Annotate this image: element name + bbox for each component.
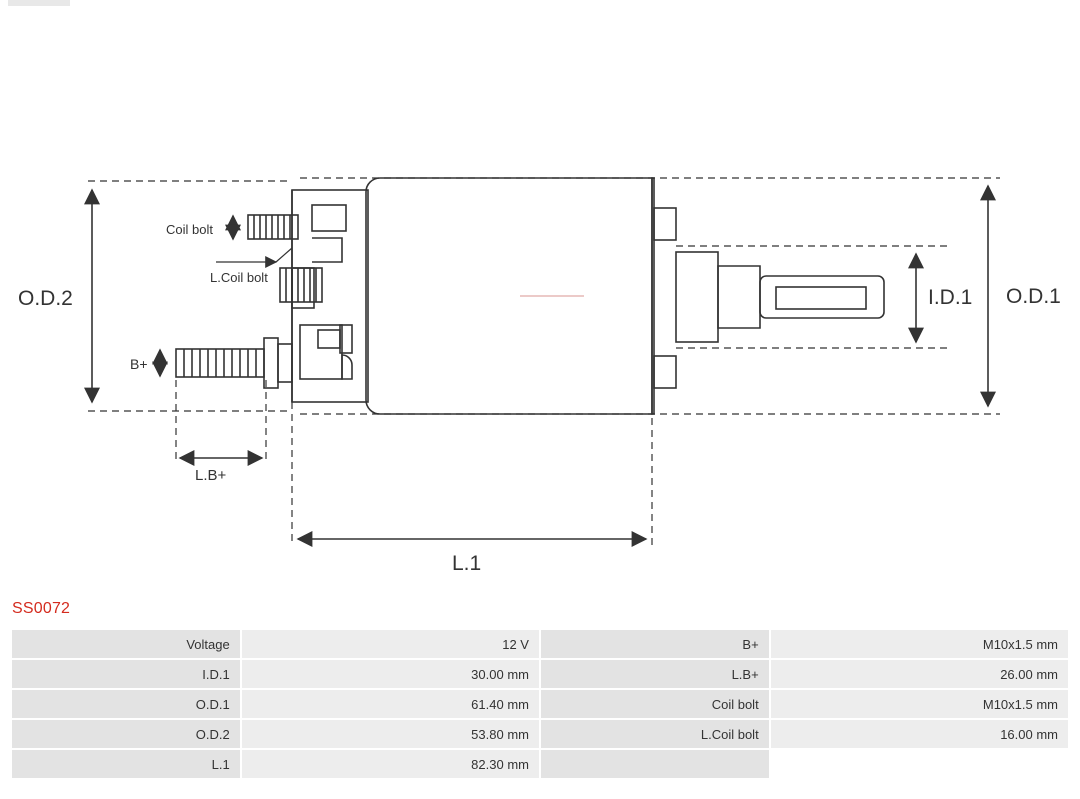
spec-label-od1: O.D.1 [12, 690, 240, 718]
table-row [12, 690, 1068, 718]
dimension-arrows [92, 186, 988, 539]
label-od2: O.D.2 [18, 287, 73, 310]
spec-value-voltage: 12 V [242, 630, 539, 658]
part-code: SS0072 [12, 600, 71, 617]
spec-label-od2: O.D.2 [12, 720, 240, 748]
table-row [12, 750, 1068, 778]
table-row [12, 630, 1068, 658]
spec-label-b-plus: B+ [541, 630, 769, 658]
spec-label-voltage: Voltage [12, 630, 240, 658]
spec-label-l-coil-bolt: L.Coil bolt [541, 720, 769, 748]
label-id1: I.D.1 [928, 286, 973, 309]
label-l-coil-bolt: L.Coil bolt [210, 270, 268, 285]
table-row [12, 720, 1068, 748]
spec-value-id1: 30.00 mm [242, 660, 539, 688]
spec-value-l-b-plus: 26.00 mm [771, 660, 1068, 688]
spec-label-l-b-plus: L.B+ [541, 660, 769, 688]
table-row [12, 660, 1068, 688]
spec-value-od2: 53.80 mm [242, 720, 539, 748]
spec-value-empty [771, 750, 1068, 778]
label-l1: L.1 [452, 552, 482, 575]
spec-label-empty [541, 750, 769, 778]
spec-label-id1: I.D.1 [12, 660, 240, 688]
label-coil-bolt: Coil bolt [166, 222, 213, 237]
label-od1: O.D.1 [1006, 285, 1061, 308]
spec-label-l1: L.1 [12, 750, 240, 778]
label-b-plus: B+ [130, 356, 148, 372]
spec-value-l-coil-bolt: 16.00 mm [771, 720, 1068, 748]
spec-value-l1: 82.30 mm [242, 750, 539, 778]
spec-label-coil-bolt: Coil bolt [541, 690, 769, 718]
spec-value-od1: 61.40 mm [242, 690, 539, 718]
specifications-table [10, 628, 1070, 780]
label-l-b-plus: L.B+ [195, 467, 227, 484]
spec-value-b-plus: M10x1.5 mm [771, 630, 1068, 658]
spec-value-coil-bolt: M10x1.5 mm [771, 690, 1068, 718]
